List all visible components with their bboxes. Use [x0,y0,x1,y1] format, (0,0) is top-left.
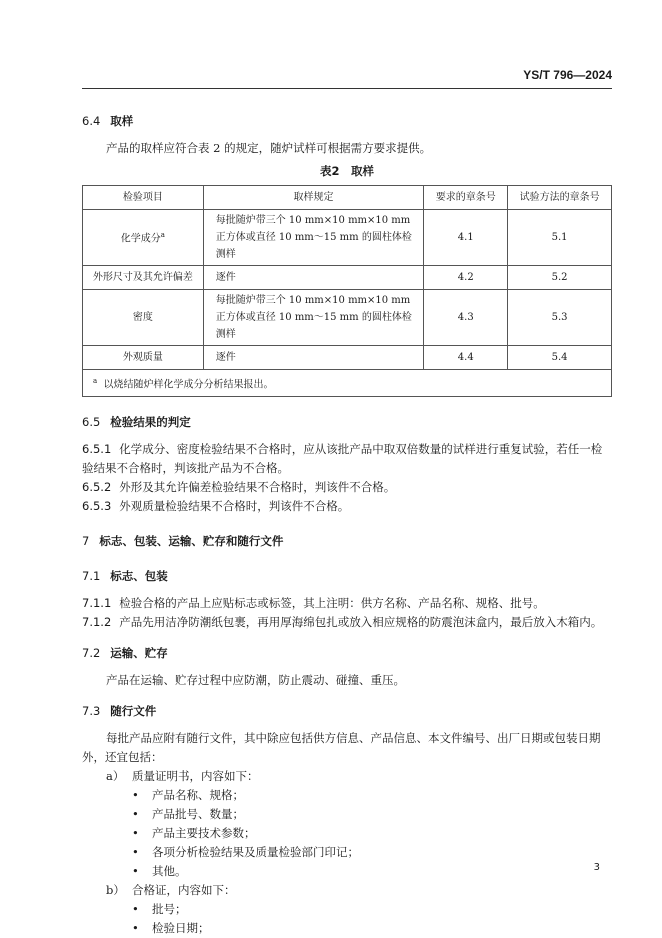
section-title: 标志、包装、运输、贮存和随行文件 [99,534,284,549]
table-cell-req: 4.4 [424,346,508,370]
section-number: 7.1 [82,569,101,584]
bullet-item: • 批号； [132,902,187,917]
table-row [83,266,612,290]
section-title: 标志、包装 [110,569,168,584]
table-cell-method: 每批随炉带三个 10 mm×10 mm×10 mm 正方体或直径 10 mm～15 mm 的圆柱体检测样 [203,290,424,346]
table-cell-method: 逐件 [203,346,424,370]
column-header: 要求的章条号 [424,186,508,210]
table-2-title: 表2 取样 [319,164,374,178]
bullet-item: • 各项分析检验结果及质量检验部门印记； [132,845,359,860]
clause-7-1-1: 7.1.1 检验合格的产品上应贴标志或标签，其上注明：供方名称、产品名称、规格、批号。 [82,596,545,611]
table-cell-method: 每批随炉带三个 10 mm×10 mm×10 mm 正方体或直径 10 mm～15 mm 的圆柱体检测样 [203,210,424,266]
header-rule [82,88,612,89]
section-title: 运输、贮存 [110,646,168,661]
section-number: 6.4 [82,114,101,128]
table-cell-test: 5.3 [508,290,612,346]
clause-6-5-3: 6.5.3 外观质量检验结果不合格时，判该件不合格。 [82,499,350,514]
section-6-4-paragraph: 产品的取样应符合表 2 的规定，随炉试样可根据需方要求提供。 [106,141,432,155]
column-header: 试验方法的章条号 [508,186,612,210]
list-item-b: b） 合格证，内容如下： [106,883,236,898]
document-code: YS/T 796—2024 [523,68,612,82]
section-number: 7 [82,534,90,549]
section-7-3-paragraph: 每批产品应附有随行文件，其中除应包括供方信息、产品信息、本文件编号、出厂日期或包装日期外，还宜包括： [82,731,601,765]
table-cell-item: 化学成分$^a$ [83,210,204,266]
clause-7-1-2: 7.1.2 产品先用洁净防潮纸包裹，再用厚海绵包扎或放入相应规格的防震泡沫盒内，最后放入木箱内。 [82,615,603,630]
table-cell-test: 5.2 [508,266,612,290]
section-number: 7.2 [82,646,101,661]
section-number: 6.5 [82,415,101,430]
page-number: 3 [593,862,600,873]
bullet-item: • 检验日期； [132,921,210,936]
chapter-7-heading [82,532,612,551]
section-number: 7.3 [82,704,101,719]
section-7-2-paragraph: 产品在运输、贮存过程中应防潮，防止震动、碰撞、重压。 [106,673,405,688]
bullet-item: • 产品名称、规格； [132,788,244,803]
section-7-3-heading [82,702,612,721]
section-6-5-heading [82,413,612,432]
table-note-row [83,370,612,397]
section-title: 随行文件 [110,704,157,719]
table-footnote: $^a$ 以烧结随炉样化学成分分析结果报出。 [83,370,612,397]
table-cell-item: 外形尺寸及其允许偏差 [83,266,204,290]
bullet-item: • 产品主要技术参数； [132,826,256,841]
table-cell-req: 4.3 [424,290,508,346]
table-cell-test: 5.4 [508,346,612,370]
table-header-row [83,186,612,210]
section-7-2-heading [82,644,612,663]
section-title: 检验结果的判定 [110,415,191,430]
table-cell-method: 逐件 [203,266,424,290]
column-header: 取样规定 [203,186,424,210]
table-cell-req: 4.2 [424,266,508,290]
table-cell-test: 5.1 [508,210,612,266]
clause-6-5-2: 6.5.2 外形及其允许偏差检验结果不合格时，判该件不合格。 [82,480,396,495]
bullet-item: • 其他。 [132,864,187,879]
section-6-4-heading [82,112,612,131]
table-cell-req: 4.1 [424,210,508,266]
section-title: 取样 [110,114,134,128]
table-row [83,346,612,370]
table-row [83,210,612,266]
clause-6-5-1: 6.5.1 化学成分、密度检验结果不合格时，应从该批产品中取双倍数量的试样进行重复试验，若任一检验结果不合格时，判该批产品为不合格。 [82,442,603,476]
bullet-item: • 产品批号、数量； [132,807,244,822]
list-item-a: a） 质量证明书，内容如下： [106,769,259,784]
table-cell-item: 外观质量 [83,346,204,370]
table-cell-item: 密度 [83,290,204,346]
page-body [82,112,612,938]
column-header: 检验项目 [83,186,204,210]
sampling-table [82,185,612,397]
table-row [83,290,612,346]
section-7-1-heading [82,567,612,586]
